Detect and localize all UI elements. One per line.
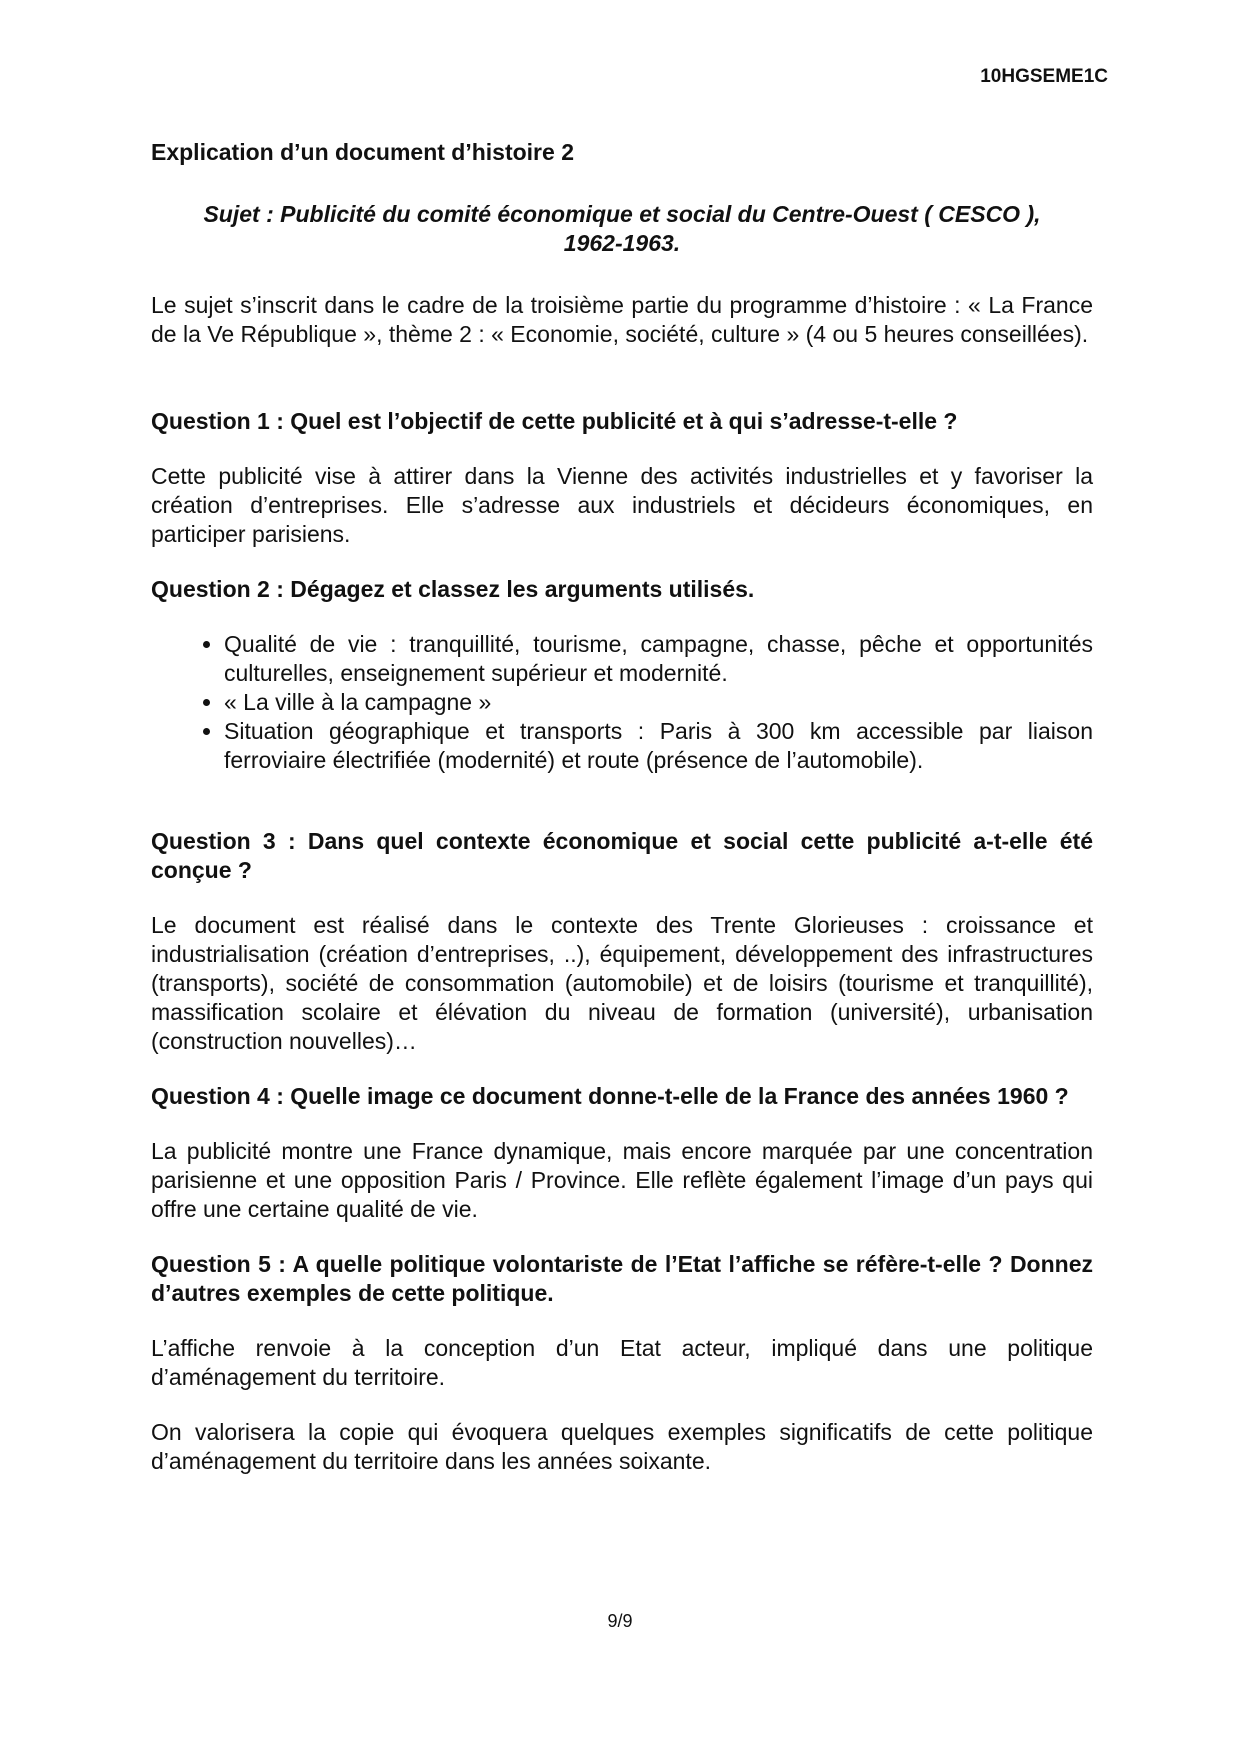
question-3-title: Question 3 : Dans quel contexte économique et social cette publicité a-t-elle été conçue ? xyxy=(151,828,1093,883)
list-item: • « La ville à la campagne » xyxy=(224,688,1093,717)
question-4-title: Question 4 : Quelle image ce document donne-t-elle de la France des années 1960 ? xyxy=(151,1083,1069,1109)
question-2-title: Question 2 : Dégagez et classez les arguments utilisés. xyxy=(151,576,755,602)
question-4-answer: La publicité montre une France dynamique, mais encore marquée par une concentration parisienne et une opposition Paris / Province. Elle reflète également l’image d’un pays qui offre une certaine qualité de vie. xyxy=(151,1138,1093,1222)
subject-line-2: 1962-1963. xyxy=(563,230,681,256)
subject-heading xyxy=(151,200,1093,258)
question-5-title: Question 5 : A quelle politique volontariste de l’Etat l’affiche se réfère-t-elle ? Donnez d’autres exemples de cette politique. xyxy=(151,1251,1093,1306)
question-5-answer: L’affiche renvoie à la conception d’un Etat acteur, impliqué dans une politique d’aménagement du territoire. xyxy=(151,1335,1093,1390)
list-item: • Qualité de vie : tranquillité, tourisme, campagne, chasse, pêche et opportunités culturelles, enseignement supérieur et modernité. xyxy=(224,630,1093,688)
question-1-title: Question 1 : Quel est l’objectif de cette publicité et à qui s’adresse-t-elle ? xyxy=(151,408,958,434)
arguments-list xyxy=(151,630,1093,775)
question-5-answer-2: On valorisera la copie qui évoquera quelques exemples significatifs de cette politique d’aménagement du territoire dans les années soixante. xyxy=(151,1419,1093,1474)
question-1-answer: Cette publicité vise à attirer dans la Vienne des activités industrielles et y favoriser la création d’entreprises. Elle s’adresse aux industriels et décideurs économiques, en participer parisiens. xyxy=(151,463,1093,547)
document-code: 10HGSEME1C xyxy=(980,66,1108,87)
question-3-answer: Le document est réalisé dans le contexte des Trente Glorieuses : croissance et industrialisation (création d’entreprises, ..), équipement, développement des infrastructures (transports), société de consommation (automobile) et de loisirs (tourisme et tranquillité), massification scolaire et élévation du niveau de formation (université), urbanisation (construction nouvelles)… xyxy=(151,912,1093,1054)
section-title: Explication d’un document d’histoire 2 xyxy=(151,139,574,165)
list-item: • Situation géographique et transports : Paris à 300 km accessible par liaison ferroviaire électrifiée (modernité) et route (présence de l’automobile). xyxy=(224,717,1093,775)
page-number: 9/9 xyxy=(607,1611,633,1631)
intro-paragraph: Le sujet s’inscrit dans le cadre de la troisième partie du programme d’histoire : « La France de la Ve République », thème 2 : « Economie, société, culture » (4 ou 5 heures conseillées). xyxy=(151,292,1093,347)
document-body xyxy=(151,138,1093,1476)
subject-line-1: Sujet : Publicité du comité économique et social du Centre-Ouest ( CESCO ), xyxy=(203,201,1041,227)
